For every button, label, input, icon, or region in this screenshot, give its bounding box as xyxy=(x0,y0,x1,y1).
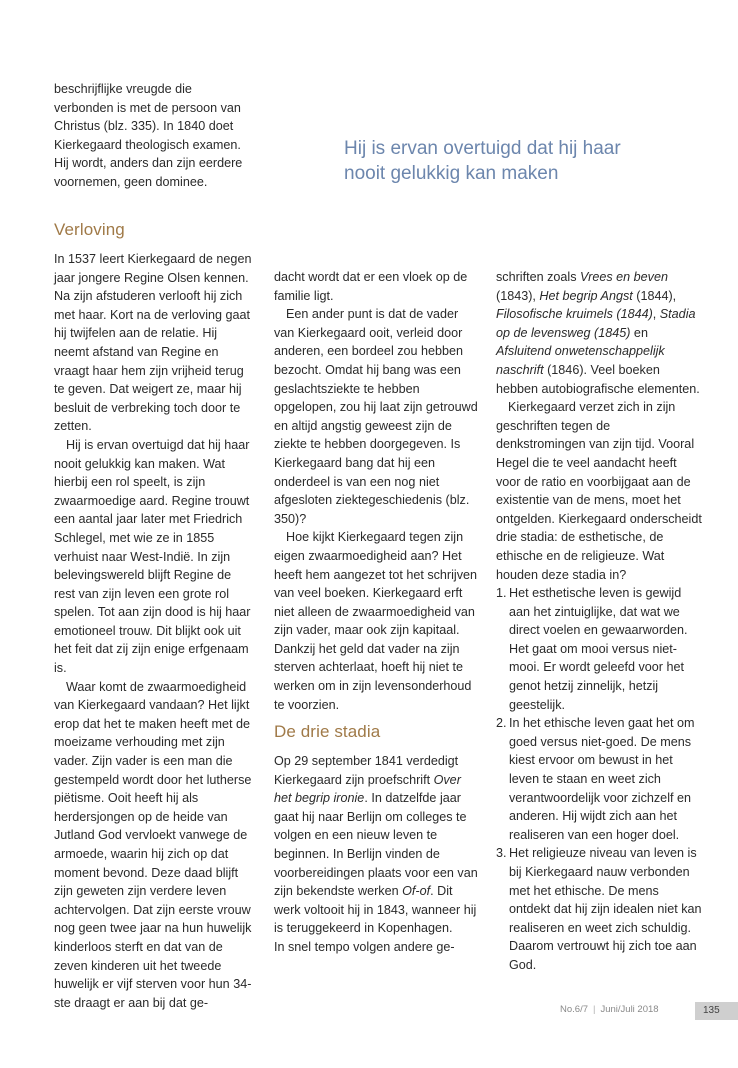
pull-quote: Hij is ervan overtuigd dat hij haar nooit gelukkig kan maken xyxy=(344,138,621,184)
paragraph: Kierkegaard verzet zich in zijn geschriften tegen de denkstromingen van zijn tijd. Vooral Hegel die te veel aandacht heeft voor de ratio en voorbijgaat aan de existentie van de mens, moet het ontgelden. Kierkegaard onderscheidt drie stadia: de esthetische, de ethische en de religieuze. Wat houden deze stadia in? xyxy=(496,400,702,582)
list-item: 1. Het esthetische leven is gewijd aan het zintuiglijke, dat wat we direct voelen en gewaarworden. Het gaat om mooi versus niet-mooi. Er wordt geleefd voor het genot hetzij zinnelijk, hetzij geestelijk. xyxy=(496,586,688,712)
list-item: 2. In het ethische leven gaat het om goed versus niet-goed. De mens kiest ervoor om bewust in het leven te staan en weet zich verantwoordelijk voor zichzelf en anderen. Hij wijdt zich aan het realiseren van een hoger doel. xyxy=(496,716,695,842)
issue-date: Juni/Juli 2018 xyxy=(600,1004,659,1015)
heading-verloving: Verloving xyxy=(54,220,125,239)
paragraph: In snel tempo volgen andere ge- xyxy=(274,939,455,954)
page-number: 135 xyxy=(695,1002,738,1020)
paragraph: Op 29 september 1841 verdedigt Kierkegaard zijn proefschrift Over het begrip ironie. In datzelfde jaar gaat hij naar Berlijn om colleges te volgen en een nieuw leven te beginnen. In Berlijn vinden de voorbereidingen plaats voor een van zijn bekendste werken Of-of. Dit werk voltooit hij in 1843, wanneer hij is teruggekeerd in Kopenhagen. xyxy=(274,754,478,936)
issue-number: No.6/7 xyxy=(560,1004,588,1015)
column-2-body xyxy=(274,268,478,714)
book-title: Of-of xyxy=(402,884,431,899)
column-2-stadia xyxy=(274,752,478,957)
stadia-list xyxy=(496,584,702,974)
paragraph: dacht wordt dat er een vloek op de familie ligt. xyxy=(274,270,468,303)
intro-paragraph: beschrijflijke vreugde die verbonden is met de persoon van Christus (blz. 335). In 1840 doet Kierkegaard theologisch examen. Hij wordt, anders dan zijn eerdere voornemen, geen dominee. xyxy=(54,82,243,189)
column-1-intro xyxy=(54,80,254,192)
page-footer xyxy=(560,1004,659,1015)
book-title: Over het begrip ironie xyxy=(274,772,461,806)
paragraph: Waar komt de zwaarmoedigheid van Kierkegaard vandaan? Het lijkt erop dat het te maken heeft met de moeizame verhouding met zijn vader. Zijn vader is een man die gestempeld wordt door het lutherse piëtisme. Ooit heeft hij als herdersjongen op de heide van Jutland God vervloekt vanwege de armoede, waarin hij zich op dat moment bevond. Deze daad blijft zijn geweten zijn verdere leven achtervolgen. Dat zijn eerste vrouw nog geen twee jaar na hun huwelijk kinderloos sterft en dat van de zeven kinderen uit het tweede huwelijk er vijf sterven voor hun 34-ste draagt er aan bij dat ge- xyxy=(54,679,252,1010)
column-3-body xyxy=(496,268,702,975)
paragraph: Hij is ervan overtuigd dat hij haar nooit gelukkig kan maken. Wat hierbij een rol speelt, is zijn zwaarmoedige aard. Regine trouwt een aantal jaar later met Friedrich Schlegel, met wie ze in 1855 verhuist naar West-Indië. In zijn belevingswereld blijft Regine de rest van zijn leven een grote rol spelen. Tot aan zijn dood is hij haar emotioneel trouw. Dit blijkt ook uit het feit dat zij zijn enige erfgenaam is. xyxy=(54,437,251,676)
list-item: 3. Het religieuze niveau van leven is bij Kierkegaard nauw verbonden met het ethische. De mens ontdekt dat hij zijn idealen niet kan realiseren en weet zich schuldig. Daarom vertrouwt hij zich toe aan God. xyxy=(496,846,702,972)
heading-de-drie-stadia: De drie stadia xyxy=(274,722,381,741)
paragraph: Hoe kijkt Kierkegaard tegen zijn eigen zwaarmoedigheid aan? Het heeft hem aangezet tot het schrijven van veel boeken. Kierkegaard erft niet alleen de zwaarmoedigheid van zijn vader, maar ook zijn kapitaal. Dankzij het geld dat vader na zijn sterven achterlaat, hoeft hij niet te werken om in zijn levensonderhoud te voorzien. xyxy=(274,530,478,712)
footer-separator: | xyxy=(593,1004,596,1015)
column-1-body xyxy=(54,250,254,1012)
paragraph: Een ander punt is dat de vader van Kierkegaard ooit, verleid door anderen, een bordeel zou hebben bezocht. Omdat hij bang was een geslachtsziekte te hebben opgelopen, zou hij laat zijn getrouwd en altijd angstig geweest zijn de ziekte te hebben doorgegeven. Is Kierkegaard bang dat hij een onderdeel is van een nog niet afgesloten ziektegeschiedenis (blz. 350)? xyxy=(274,307,478,526)
paragraph: In 1537 leert Kierkegaard de negen jaar jongere Regine Olsen kennen. Na zijn afstuderen verlooft hij zich met haar. Kort na de verloving gaat hij twijfelen aan de relatie. Hij neemt afstand van Regine en vraagt haar hem zijn vrijheid terug te geven. Dat weigert ze, maar hij besluit de verbreking toch door te zetten. xyxy=(54,252,252,434)
paragraph: schriften zoals Vrees en beven (1843), Het begrip Angst (1844), Filosofische kruimels (1844), Stadia op de levensweg (1845) en Afsluitend onwetenschappelijk naschrift (1846). Veel boeken hebben autobiografische elementen. xyxy=(496,270,700,396)
